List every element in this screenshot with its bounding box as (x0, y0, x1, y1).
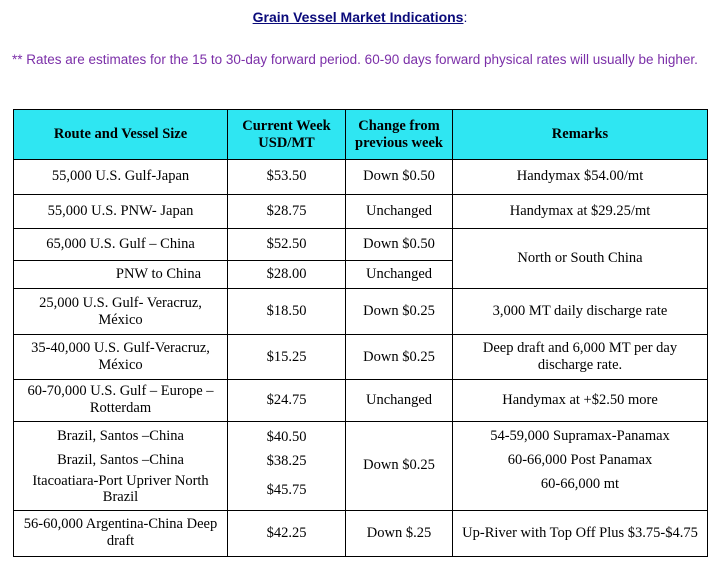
remarks-cell: 3,000 MT daily discharge rate (453, 289, 708, 335)
current-cell (228, 422, 346, 511)
header-current-week: Current Week USD/MT (228, 110, 346, 160)
current-cell: $15.25 (228, 335, 346, 379)
route-subline: Brazil, Santos –China (57, 452, 184, 469)
route-subline: PNW to China (115, 266, 201, 283)
table-row (14, 335, 708, 379)
current-cell: $42.25 (228, 510, 346, 556)
current-cell: $24.75 (228, 379, 346, 421)
table-row (14, 194, 708, 228)
rates-note: ** Rates are estimates for the 15 to 30-day forward period. 60-90 days forward physical rates will usually be higher. (12, 52, 698, 67)
route-cell: 60-70,000 U.S. Gulf – Europe – Rotterdam (14, 379, 228, 421)
remarks-cell: Handymax at $29.25/mt (453, 194, 708, 228)
header-remarks: Remarks (453, 110, 708, 160)
remarks-cell: Up-River with Top Off Plus $3.75-$4.75 (453, 510, 708, 556)
route-cell (14, 422, 228, 511)
remarks-cell: Handymax at +$2.50 more (453, 379, 708, 421)
page-title (0, 9, 720, 25)
route-subline: Itacoatiara-Port Upriver North Brazil (32, 473, 209, 506)
header-change: Change from previous week (346, 110, 453, 160)
current-subline: $45.75 (266, 481, 307, 498)
route-cell: 35-40,000 U.S. Gulf-Veracruz, México (14, 335, 228, 379)
current-subline: $38.25 (266, 452, 307, 469)
header-route: Route and Vessel Size (14, 110, 228, 160)
remarks-subline: 54-59,000 Supramax-Panamax (490, 428, 670, 445)
route-cell: 56-60,000 Argentina-China Deep draft (14, 510, 228, 556)
change-cell: Unchanged (346, 379, 453, 421)
table-row (14, 422, 708, 511)
remarks-cell: Handymax $54.00/mt (453, 160, 708, 194)
current-cell: $18.50 (228, 289, 346, 335)
change-cell: Unchanged (346, 260, 453, 288)
table-row (14, 228, 708, 260)
vessel-rates-table (13, 109, 708, 557)
remarks-subline: 60-66,000 Post Panamax (507, 452, 653, 469)
change-cell: Down $0.50 (346, 228, 453, 260)
route-cell: 25,000 U.S. Gulf- Veracruz, México (14, 289, 228, 335)
change-cell: Down $.25 (346, 510, 453, 556)
current-subline: $40.50 (266, 428, 307, 445)
table-row (14, 160, 708, 194)
route-cell (14, 260, 228, 288)
route-cell: 65,000 U.S. Gulf – China (14, 228, 228, 260)
route-cell: 55,000 U.S. PNW- Japan (14, 194, 228, 228)
change-cell: Down $0.50 (346, 160, 453, 194)
title-text: Grain Vessel Market Indications (252, 9, 464, 25)
change-cell: Down $0.25 (346, 422, 453, 511)
remarks-cell (453, 422, 708, 511)
route-subline: Brazil, Santos –China (57, 428, 184, 445)
title-suffix: : (463, 9, 468, 25)
table-row (14, 289, 708, 335)
change-cell: Down $0.25 (346, 289, 453, 335)
current-cell: $28.75 (228, 194, 346, 228)
remarks-cell: North or South China (453, 228, 708, 288)
table-row (14, 379, 708, 421)
current-cell: $53.50 (228, 160, 346, 194)
remarks-subline: 60-66,000 mt (540, 476, 620, 493)
current-cell: $28.00 (228, 260, 346, 288)
change-cell: Down $0.25 (346, 335, 453, 379)
remarks-cell: Deep draft and 6,000 MT per day discharge rate. (453, 335, 708, 379)
table-row (14, 510, 708, 556)
current-cell: $52.50 (228, 228, 346, 260)
route-cell: 55,000 U.S. Gulf-Japan (14, 160, 228, 194)
table-header-row (14, 110, 708, 160)
change-cell: Unchanged (346, 194, 453, 228)
